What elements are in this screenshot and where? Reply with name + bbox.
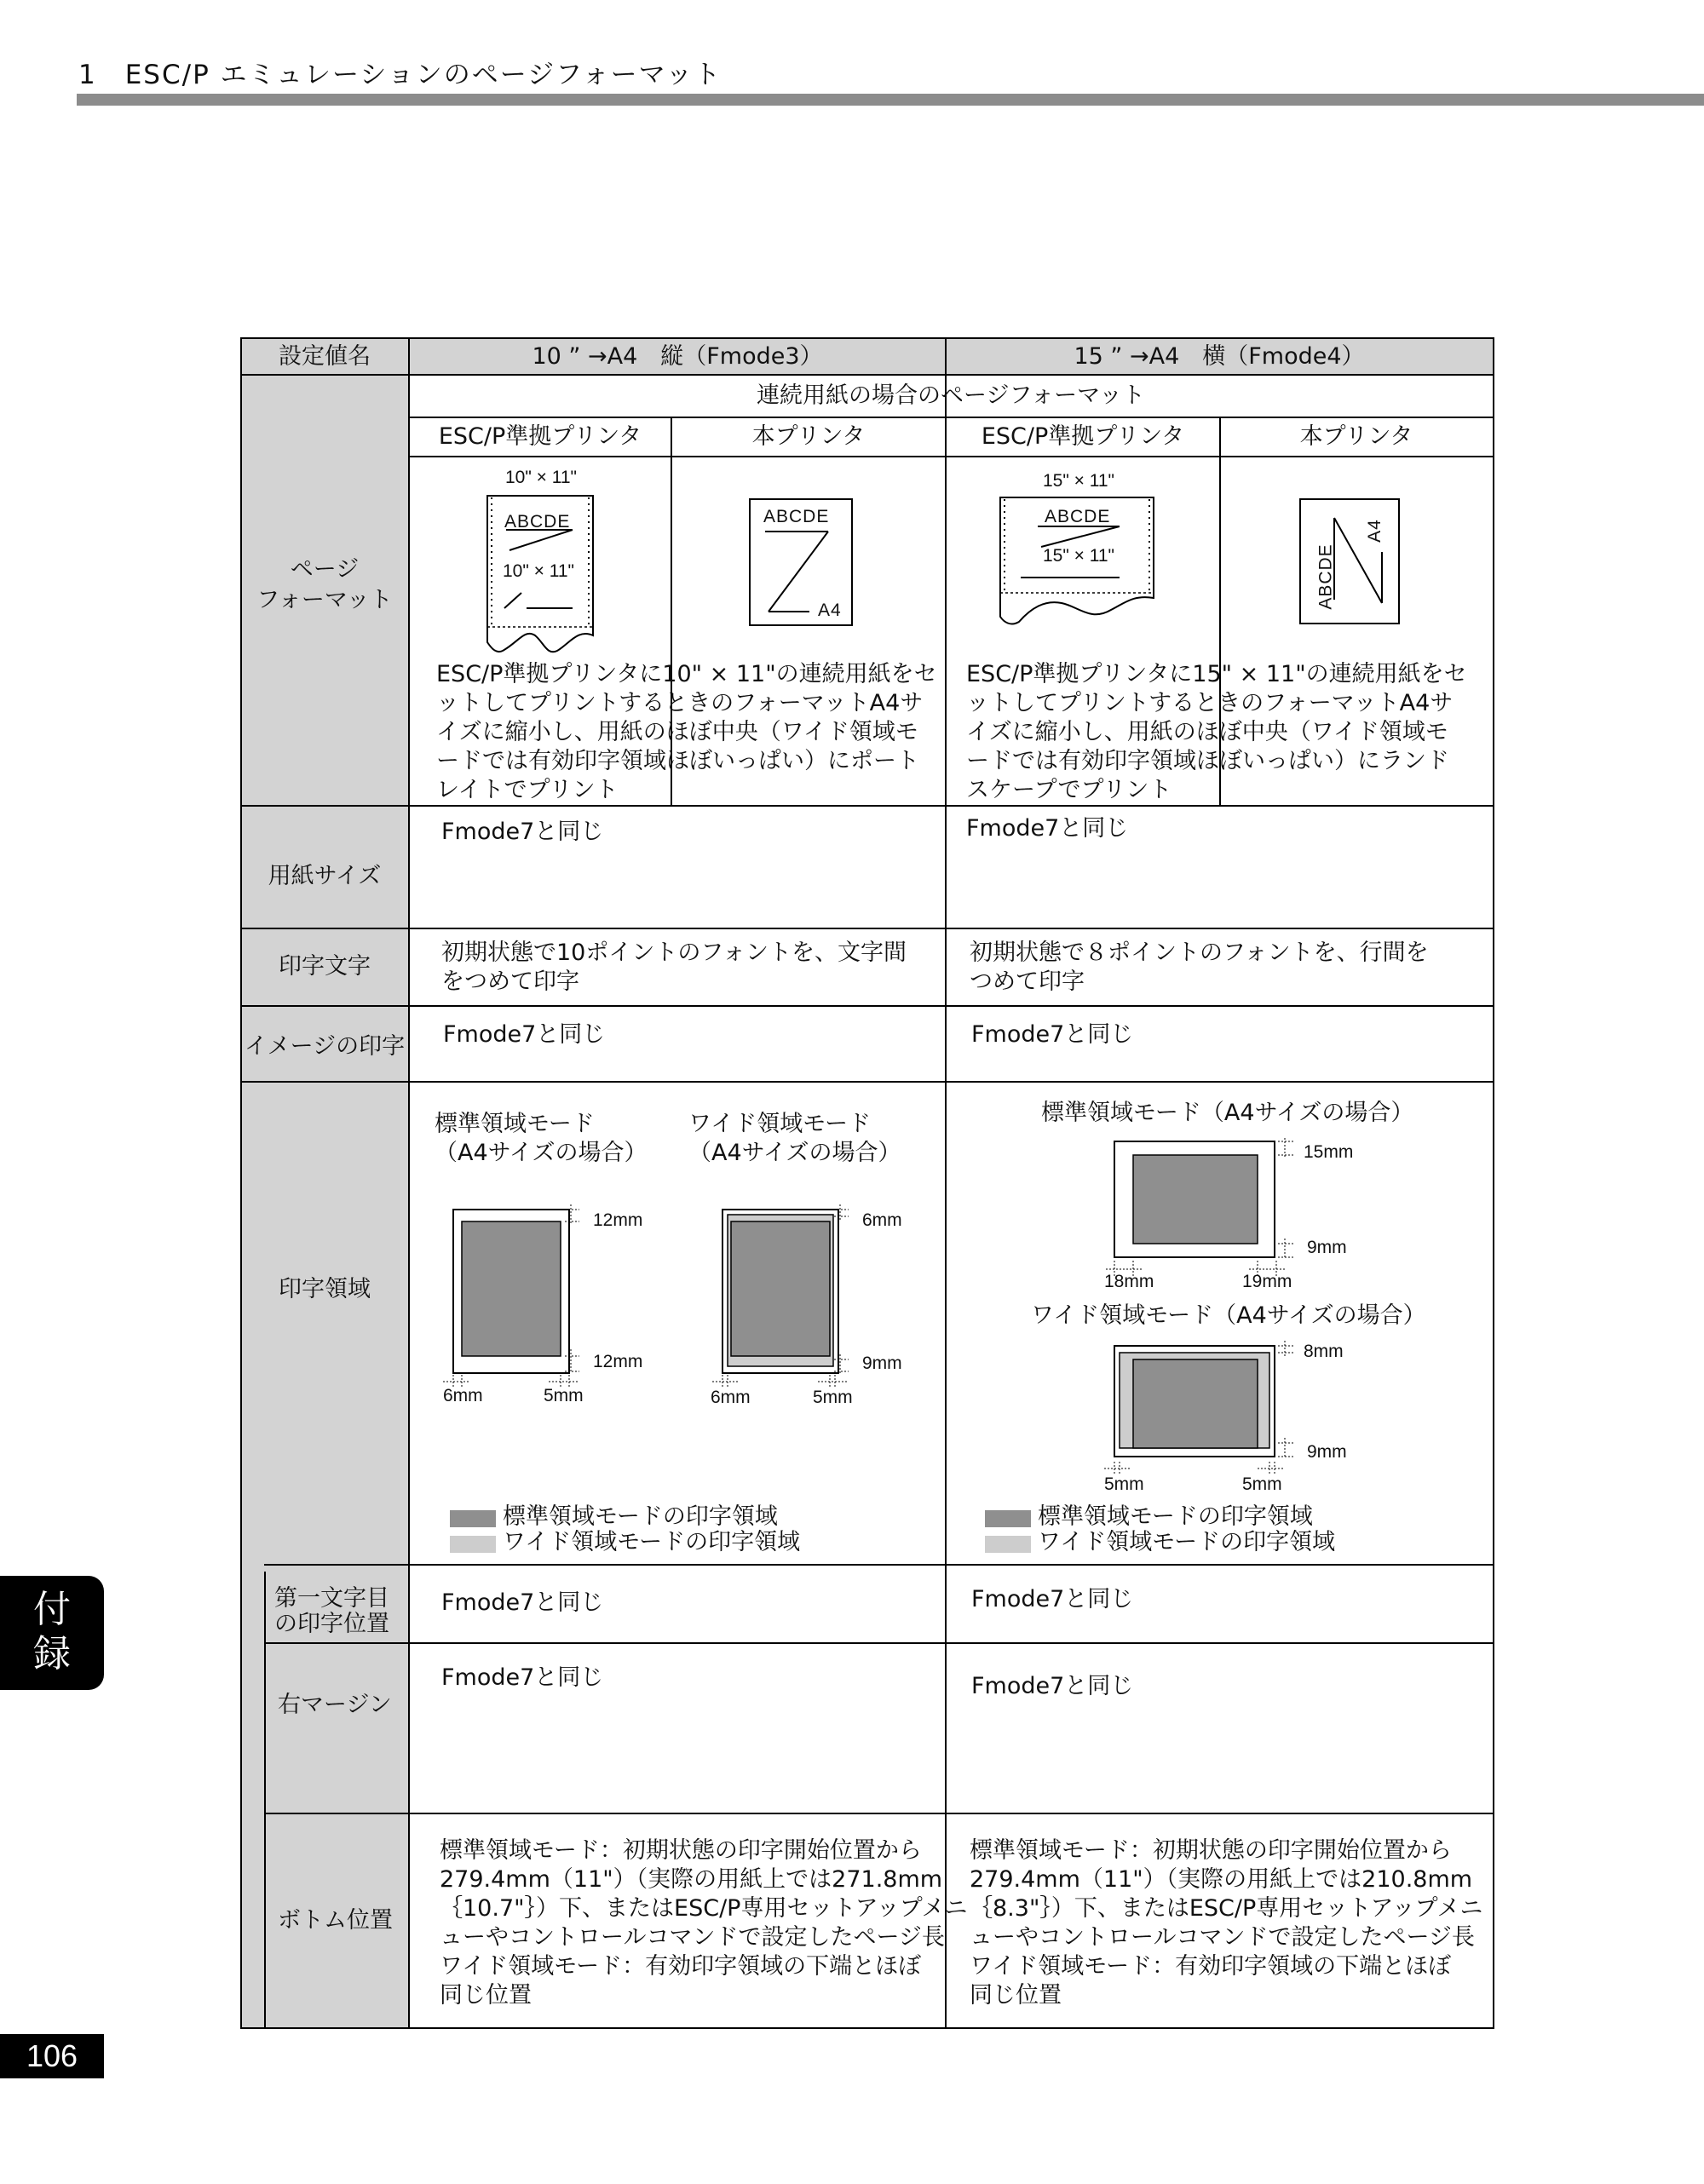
a-escp-inner-size: 10" × 11": [503, 561, 574, 581]
b-wide-right-margin: 5mm: [1242, 1474, 1282, 1494]
header-col-b: 15 ” →A4 横（Fmode4）: [1074, 343, 1365, 370]
sub-escp-b: ESC/P準拠プリンタ: [981, 423, 1185, 450]
b-legend-wide: ワイド領域モードの印字領域: [1038, 1529, 1336, 1555]
sub-this-b: 本プリンタ: [1299, 423, 1413, 450]
a-wide-dim-marks: [712, 1201, 866, 1397]
a-std-bottom-margin: 12mm: [593, 1352, 643, 1371]
b-legend-std: 標準領域モードの印字領域: [1038, 1503, 1313, 1530]
rule-right-margin: [264, 1813, 1494, 1814]
b-this-sample-text: ABCDE: [1315, 543, 1336, 610]
rule-paper-size: [240, 928, 1494, 929]
rule-print-area: [264, 1564, 1494, 1566]
a-bottom-line-4: ューやコントロールコマンドで設定したページ長: [440, 1924, 945, 1951]
b-bottom-line-5: ワイド領域モード：有効印字領域の下端とほぼ: [970, 1953, 1452, 1980]
b-paper-size-value: Fmode7と同じ: [966, 815, 1129, 842]
header-col-a: 10 ” →A4 縦（Fmode3）: [532, 343, 823, 370]
b-std-dim-marks: [1104, 1133, 1309, 1286]
a-this-sample-text: ABCDE: [763, 507, 830, 526]
divider-sublabel: [264, 1572, 266, 2029]
label-right-margin: 右マージン: [278, 1692, 392, 1718]
a-bottom-line-6: 同じ位置: [440, 1982, 532, 2009]
label-first-char-2: の印字位置: [274, 1611, 389, 1637]
continuous-title: 連続用紙の場合のページフォーマット: [756, 382, 1146, 409]
b-paper-size-label: 15" × 11": [1043, 471, 1114, 491]
side-tab-label-2: 録: [33, 1632, 71, 1675]
b-std-bottom-margin: 9mm: [1307, 1238, 1347, 1257]
rule-print-chars: [240, 1005, 1494, 1007]
a-bottom-line-3: ｛10.7"｝）下、またはESC/P専用セットアップメニ: [440, 1895, 968, 1922]
b-bottom-line-3: ｛8.3"｝）下、またはESC/P専用セットアップメニ: [970, 1895, 1483, 1922]
a-this-a4-label: A4: [818, 601, 842, 620]
b-std-title: 標準領域モード（A4サイズの場合）: [1041, 1100, 1414, 1126]
a-legend-wide-swatch: [450, 1536, 496, 1553]
a-std-top-margin: 12mm: [593, 1210, 643, 1230]
b-std-right-margin: 19mm: [1242, 1272, 1292, 1291]
b-right-margin-value: Fmode7と同じ: [971, 1673, 1134, 1699]
a-std-title-1: 標準領域モード: [435, 1111, 595, 1137]
header-setting-name: 設定値名: [279, 343, 371, 370]
b-desc-line-2: ットしてプリントするときのフォーマットA4サ: [966, 690, 1454, 716]
b-desc-line-1: ESC/P準拠プリンタに15" × 11"の連続用紙をセ: [966, 661, 1467, 687]
b-std-top-margin: 15mm: [1304, 1142, 1354, 1162]
b-first-char-value: Fmode7と同じ: [971, 1586, 1134, 1612]
b-escp-inner-size: 15" × 11": [1043, 546, 1114, 566]
a-right-margin-value: Fmode7と同じ: [441, 1664, 604, 1691]
b-bottom-line-4: ューやコントロールコマンドで設定したページ長: [970, 1924, 1475, 1951]
rule-first-char: [264, 1642, 1494, 1644]
a-bottom-line-1: 標準領域モード：初期状態の印字開始位置から: [440, 1837, 922, 1864]
b-bottom-line-2: 279.4mm（11"）（実際の用紙上では210.8mm: [970, 1866, 1473, 1893]
a-std-dim-marks: [443, 1201, 596, 1397]
b-wide-bottom-margin: 9mm: [1307, 1442, 1347, 1462]
label-first-char-1: 第一文字目: [274, 1585, 389, 1612]
rule-continuous: [409, 417, 1493, 418]
a-wide-top-margin: 6mm: [862, 1210, 902, 1230]
b-wide-dim-marks: [1104, 1337, 1309, 1491]
b-wide-title: ワイド領域モード（A4サイズの場合）: [1031, 1302, 1426, 1329]
header-rule: [77, 94, 1704, 106]
b-bottom-line-1: 標準領域モード：初期状態の印字開始位置から: [970, 1837, 1452, 1864]
a-print-chars-line-1: 初期状態で10ポイントのフォントを、文字間: [441, 940, 907, 966]
a-wide-left-margin: 6mm: [711, 1388, 751, 1407]
page-header-title: 1 ESC/P エミュレーションのページフォーマット: [78, 60, 722, 90]
a-std-left-margin: 6mm: [443, 1386, 483, 1405]
b-desc-line-3: イズに縮小し、用紙のほぼ中央（ワイド領域モ: [966, 719, 1448, 745]
page-number: 106: [0, 2034, 104, 2078]
a-bottom-line-2: 279.4mm（11"）（実際の用紙上では271.8mm: [440, 1866, 943, 1893]
label-print-chars: 印字文字: [279, 953, 371, 980]
a-wide-bottom-margin: 9mm: [862, 1354, 902, 1373]
appendix-side-tab: [0, 1576, 104, 1690]
rule-subheader: [409, 456, 1493, 457]
b-desc-line-4: ードでは有効印字領域ほぼいっぱい）にランド: [966, 748, 1449, 774]
label-image-print: イメージの印字: [244, 1033, 406, 1060]
b-wide-left-margin: 5mm: [1104, 1474, 1144, 1494]
a-desc-line-5: レイトでプリント: [436, 777, 619, 803]
a-legend-std: 標準領域モードの印字領域: [503, 1503, 778, 1530]
a-wide-right-margin: 5mm: [813, 1388, 853, 1407]
a-desc-line-1: ESC/P準拠プリンタに10" × 11"の連続用紙をセ: [436, 661, 937, 687]
a-legend-wide: ワイド領域モードの印字領域: [503, 1529, 801, 1555]
a-std-right-margin: 5mm: [544, 1386, 584, 1405]
a-paper-size-value: Fmode7と同じ: [441, 819, 604, 845]
b-legend-std-swatch: [985, 1510, 1031, 1527]
sub-escp-a: ESC/P準拠プリンタ: [438, 423, 642, 450]
rule-page-format: [240, 805, 1494, 807]
b-print-chars-line-1: 初期状態で８ポイントのフォントを、行間を: [970, 940, 1429, 966]
a-wide-title-1: ワイド領域モード: [688, 1111, 872, 1137]
a-desc-line-4: ードでは有効印字領域ほぼいっぱい）にポート: [436, 748, 919, 774]
b-this-a4-label: A4: [1364, 519, 1384, 543]
label-bottom-pos: ボトム位置: [278, 1907, 393, 1934]
a-first-char-value: Fmode7と同じ: [441, 1589, 604, 1616]
label-page-format-2: フォーマット: [256, 587, 393, 613]
a-wide-title-2: （A4サイズの場合）: [688, 1140, 901, 1166]
b-escp-sample-text: ABCDE: [1045, 507, 1111, 526]
b-wide-top-margin: 8mm: [1304, 1342, 1344, 1361]
b-print-chars-line-2: つめて印字: [970, 968, 1085, 995]
b-image-print-value: Fmode7と同じ: [971, 1021, 1134, 1048]
label-paper-size: 用紙サイズ: [268, 863, 382, 889]
b-desc-line-5: スケープでプリント: [966, 777, 1172, 803]
divider-middle: [945, 337, 947, 2029]
a-paper-size-label: 10" × 11": [505, 468, 577, 487]
b-std-left-margin: 18mm: [1104, 1272, 1154, 1291]
a-std-title-2: （A4サイズの場合）: [435, 1140, 648, 1166]
a-escp-sample-text: ABCDE: [504, 512, 571, 532]
rule-image: [240, 1081, 1494, 1083]
a-print-chars-line-2: をつめて印字: [441, 968, 579, 995]
a-image-print-value: Fmode7と同じ: [443, 1021, 606, 1048]
a-bottom-line-5: ワイド領域モード：有効印字領域の下端とほぼ: [440, 1953, 922, 1980]
a-desc-line-2: ットしてプリントするときのフォーマットA4サ: [436, 690, 924, 716]
a-desc-line-3: イズに縮小し、用紙のほぼ中央（ワイド領域モ: [436, 719, 918, 745]
sub-this-a: 本プリンタ: [751, 423, 866, 450]
label-print-area: 印字領域: [279, 1276, 371, 1302]
b-bottom-line-6: 同じ位置: [970, 1982, 1062, 2009]
rule-header: [240, 374, 1494, 376]
label-page-format-1: ページ: [290, 556, 360, 583]
b-legend-wide-swatch: [985, 1536, 1031, 1553]
a-legend-std-swatch: [450, 1510, 496, 1527]
side-tab-label-1: 付: [33, 1588, 71, 1631]
